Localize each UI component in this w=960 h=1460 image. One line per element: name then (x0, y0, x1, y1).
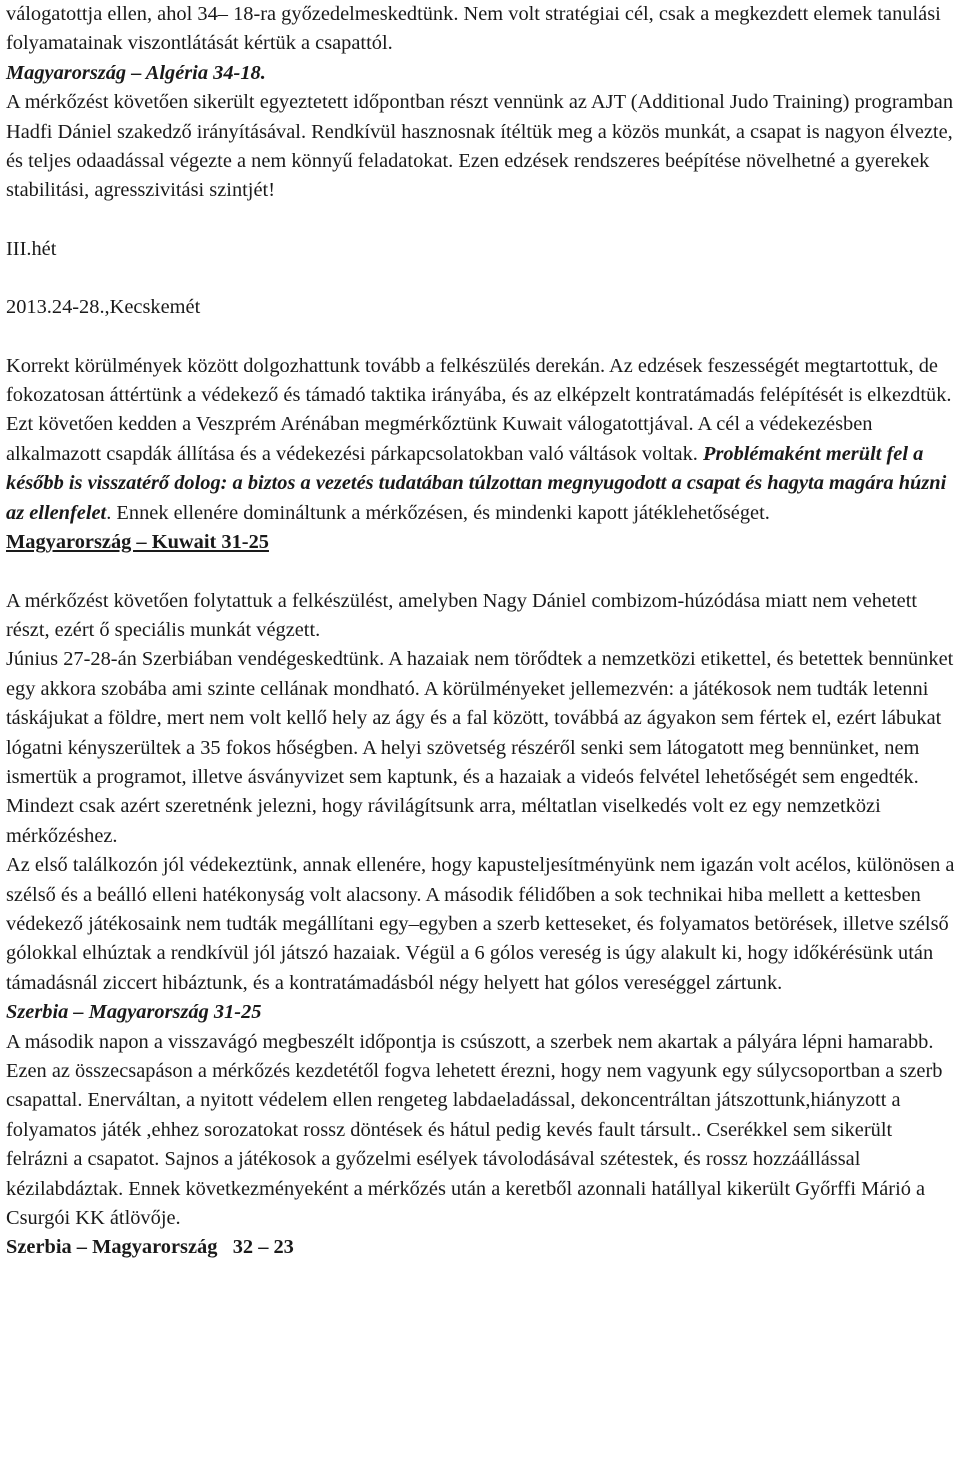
match-result-kuwait: Magyarország – Kuwait 31-25 (6, 531, 269, 554)
date-place-heading: 2013.24-28.,Kecskemét (6, 296, 201, 319)
paragraph-nagy-daniel: A mérkőzést követően folytattuk a felkészülést, amelyben Nagy Dániel combizom-húzódása miatt nem vehetett részt, ezért ő speciális munkát végzett. (6, 589, 918, 641)
week-heading: III.hét (6, 237, 57, 260)
paragraph-kuwait-text-start: Korrekt körülmények között dolgozhattunk tovább a felkészülés derekán. Az edzések feszességét megtartottuk, de fokozatosan áttértünk a védekező és támadó taktika irányába, és az elképzelt kontratámadás felépítését is elkezdtük. Ezt követően kedden a Veszprém Arénában megmérkőztünk Kuwait válogatottjával. A cél a védekezésben alkalmazott csapdák állítása és a védekezési párkapcsolatokban való váltások voltak. (6, 354, 952, 465)
paragraph-kuwait-match (6, 352, 955, 528)
paragraph-intro: válogatottja ellen, ahol 34– 18-ra győzedelmeskedtünk. Nem volt stratégiai cél, csak a megkezdett elemek tanulási folyamatainak viszontlátását kértük a csapattól. (6, 3, 941, 55)
paragraph-serbia-conditions: Június 27-28-án Szerbiában vendégeskedtünk. A hazaiak nem törődtek a nemzetközi etikettel, és betettek bennünket egy akkora szobába ami szinte cellának mondható. A körülményeket jellemezvén: a játékosok nem tudták letenni táskájukat a földre, mert nem volt kellő hely az ágy és a fal között, továbbá az ágyakon sem fértek el, ezért lábukat lógatni kényszerültek a 35 fokos hőségben. A helyi szövetség részéről senki sem látogatott meg bennünket, nem ismertük a programot, illetve ásványvizet sem kaptunk, és a hazaiak a videós felvétel lehetőségét sem engedték. Mindezt csak azért szeretnénk jelezni, hogy rávilágítsunk arra, méltatlan viselkedés volt ez egy nemzetközi mérkőzéshez. (6, 648, 954, 847)
paragraph-ajt-training: A mérkőzést követően sikerült egyeztetett időpontban részt vennünk az AJT (Additional Judo Training) programban Hadfi Dániel szakedző irányításával. Rendkívül hasznosnak ítéltük meg a közös munkát, a csapat is nagyon élvezte, és teljes odaadással végezte a nem könnyű feladatokat. Ezen edzések rendszeres beépítése növelhetné a gyerekek stabilitási, agresszivitási szintjét! (6, 91, 954, 202)
paragraph-kuwait-text-end: . Ennek ellenére domináltunk a mérkőzésen, és mindenki kapott játéklehetőséget. (106, 501, 770, 524)
paragraph-kuwait-emphasis: Problémaként merült fel a később is visszatérő dolog: a biztos a vezetés tudatában túlzottan megnyugodott a csapat és hagyta magára húzni az ellenfelet (6, 442, 947, 524)
match-result-serbia-1: Szerbia – Magyarország 31-25 (6, 1001, 262, 1024)
match-result-serbia-2: Szerbia – Magyarország 32 – 23 (6, 1236, 294, 1259)
match-result-algeria: Magyarország – Algéria 34-18. (6, 61, 266, 84)
paragraph-first-match: Az első találkozón jól védekeztünk, annak ellenére, hogy kapusteljesítményünk nem igazán volt acélos, különösen a szélső és a beálló elleni hatékonyság volt alacsony. A második félidőben a sok technikai hiba mellett a kettesben védekező játékosaink nem tudták megállítani egy–egyben a szerb ketteseket, és folyamatos betörések, illetve szélső gólokkal elhúztak a rendkívül jól játszó hazaiak. Végül a 6 gólos vereség is úgy alakult ki, hogy időkérésünk után támadásnál ziccert hibáztunk, és a kontratámadásból négy helyett hat gólos vereséggel zártunk. (6, 854, 955, 994)
paragraph-second-match: A második napon a visszavágó megbeszélt időpontja is csúszott, a szerbek nem akartak a pályára lépni hamarabb. Ezen az összecsapáson a mérkőzés kezdetétől fogva lehetett érezni, hogy nem vagyunk egy súlycsoportban a szerb csapattal. Enerváltan, a nyitott védelem ellen rengeteg labdaeladással, dekoncentráltan játszottunk,hiányzott a folyamatos játék ,ehhez sorozatokat rossz döntések és hátul pedig kevés fault társult.. Cserékkel sem sikerült felrázni a csapatot. Sajnos a játékosok a győzelmi esélyek távolodásával szétestek, és rossz hozzáállással kézilabdáztak. Ennek következményeként a mérkőzés után a keretből azonnali hatállyal kikerült Győrffi Márió a Csurgói KK átlövője. (6, 1030, 943, 1230)
